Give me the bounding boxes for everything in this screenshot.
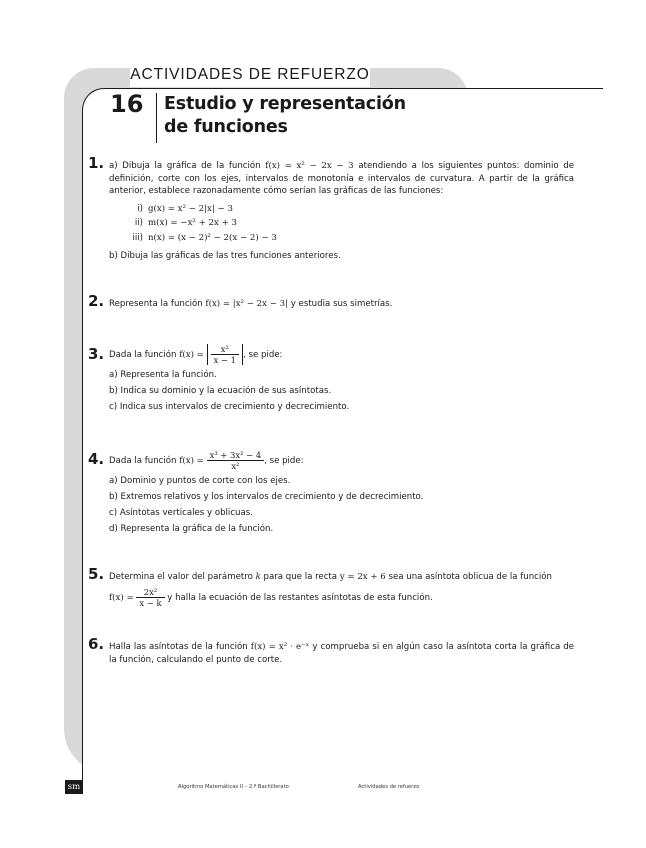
item-text: Indica sus intervalos de crecimiento y decrecimiento. [119,402,350,413]
denominator: x − 1 [213,355,237,365]
list-item [109,385,574,398]
item-text: Indica su dominio y la ecuación de sus asíntotas. [120,386,332,397]
text: Dada la función [109,350,177,360]
math-expression: m(x) = −x² + 2x + 3 [148,218,237,228]
text: sea una asíntota oblicua de la función [388,572,552,582]
footer-section: Actividades de refuerzo [358,784,420,790]
text: Representa la función [109,299,203,309]
list-item [109,369,574,382]
fraction [211,344,239,365]
exercise-5-function [109,587,574,608]
exercise-number: 5. [88,565,105,583]
item-label: b) [109,492,118,503]
math-expression: f(x) = |x² − 2x − 3| [205,299,288,309]
exercise-6-statement [109,641,574,666]
denominator: x − k [139,597,162,608]
sub-label: ii) [134,218,143,228]
sub-item [123,232,574,245]
numerator: x³ + 3x² − 4 [207,450,265,461]
function-name: f(x) = [179,350,204,360]
sub-label: iii) [132,232,143,243]
section-header-title: ACTIVIDADES DE REFUERZO [130,63,370,87]
numerator: 2x² [136,587,164,598]
list-item [109,401,574,414]
exercise-5-statement [109,571,574,584]
math-expression: g(x) = x² − 2|x| − 3 [148,203,233,214]
exercise-3 [88,344,574,414]
text: Halla las asíntotas de la función [109,642,248,652]
exercise-5 [88,565,574,608]
math-expression: f(x) = x² − 2x − 3 [265,161,354,171]
exercise-3-items [109,369,574,414]
exercise-2-statement [109,298,574,311]
exercise-number: 2. [88,292,105,310]
unit-number: 16 [110,90,144,118]
publisher-logo: sm [65,780,83,794]
text: atendiendo a los siguientes puntos: dominio de definición, corte con los ejes, intervalos de monotonía e intervalos de curvatura. A partir de la gráfica anterior, establece razonadamente cómo serían las gráficas de las funciones: [109,161,575,196]
function-name: f(x) = [179,456,204,466]
sub-item [123,217,574,230]
sub-item [123,203,574,216]
text: Dibuja las gráficas de las tres funciones anteriores. [120,251,341,261]
fraction [207,450,265,471]
exercise-2 [88,292,574,311]
text: Determina el valor del parámetro [109,572,253,582]
exercise-number: 3. [88,345,105,363]
item-text: Representa la función. [120,370,217,380]
exercise-4-statement [109,450,574,471]
text: y halla la ecuación de las restantes asíntotas de esta función. [167,592,433,603]
unit-divider [156,93,157,143]
exercise-4-items [109,475,574,536]
list-item [109,523,574,536]
item-label: c) [109,508,118,519]
part-label: a) [109,161,118,171]
exercise-4 [88,450,574,536]
exercise-number: 1. [88,154,105,172]
exercise-6 [88,635,575,666]
item-label: a) [109,370,118,380]
item-label: d) [109,524,118,535]
exercise-1-subitems [109,203,574,245]
part-label: b) [109,251,118,261]
numerator: x² [211,344,239,355]
exercise-number: 4. [88,450,105,468]
math-expression: n(x) = (x − 2)² − 2(x − 2) − 3 [148,232,277,243]
text: y comprueba si en algún caso la asíntota corta la gráfica de la función, calculando el punto de corte. [109,642,575,665]
math-expression: f(x) = x² · e⁻ˣ [250,642,310,652]
denominator: x² [231,461,240,471]
item-label: b) [109,386,118,397]
list-item [109,475,574,488]
text: , se pide: [243,350,283,360]
item-text: Dominio y puntos de corte con los ejes. [120,476,291,486]
fraction [136,587,164,608]
unit-title-line-2: de funciones [164,117,288,137]
item-label: a) [109,476,118,486]
text: Dada la función [109,456,177,466]
item-text: Asíntotas verticales y oblicuas. [119,508,253,519]
unit-title-line-1: Estudio y representación [164,94,406,114]
text: y estudia sus simetrías. [290,299,393,309]
exercise-1-part-a [109,160,574,198]
exercise-number: 6. [88,635,105,653]
text: para que la recta [263,572,338,582]
exercise-1-part-b [109,250,574,263]
unit-title [164,93,406,139]
header-rule [330,88,548,89]
text: Dibuja la gráfica de la función [122,161,261,171]
sub-label: i) [137,203,143,214]
absolute-value [207,344,243,365]
text: , se pide: [264,456,304,466]
function-name: f(x) = [109,592,134,603]
item-label: c) [109,402,118,413]
list-item [109,507,574,520]
parameter: k [255,572,261,582]
math-expression: y = 2x + 6 [339,572,386,582]
list-item [109,491,574,504]
exercise-1 [88,154,575,263]
item-text: Extremos relativos y los intervalos de crecimiento y de decrecimiento. [120,492,424,503]
item-text: Representa la gráfica de la función. [120,524,274,535]
footer-book-title: Algoritmo Matemáticas II – 2.º Bachillerato [178,784,289,790]
exercise-3-statement [109,344,574,365]
